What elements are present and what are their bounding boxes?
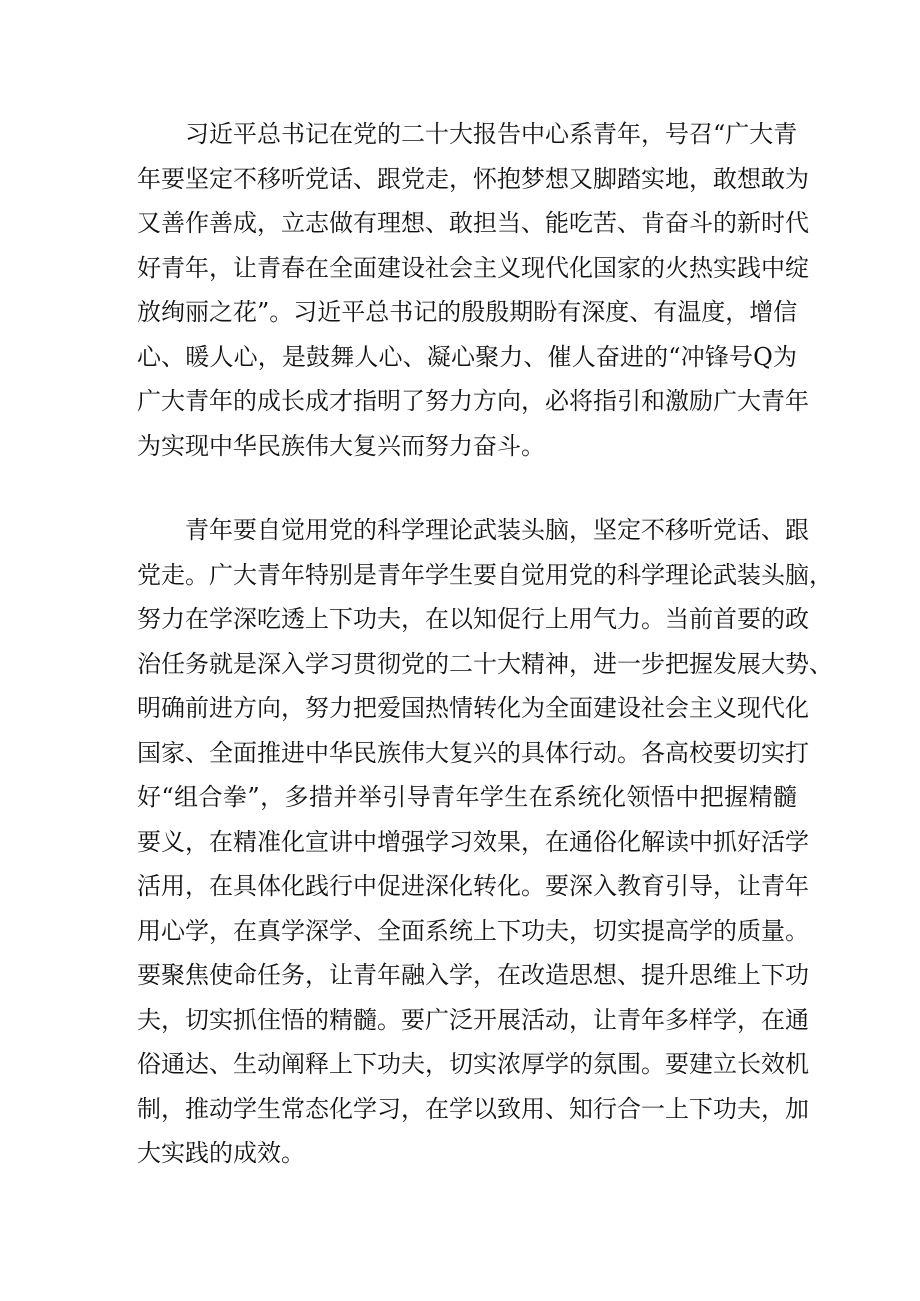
text-line: 国家、全面推进中华民族伟大复兴的具体行动。各高校要切实打 bbox=[137, 738, 809, 767]
text-line: 广大青年的成长成才指明了努力方向，必将指引和激励广大青年 bbox=[137, 387, 809, 415]
text-line: 年要坚定不移听党话、跟党走，怀抱梦想又脚踏实地，敢想敢为 bbox=[137, 164, 809, 193]
text-line: 制，推动学生常态化学习，在学以致用、知行合一上下功夫，加 bbox=[137, 1094, 809, 1123]
text-line: 明确前进方向，努力把爱国热情转化为全面建设社会主义现代化 bbox=[137, 694, 809, 722]
text-line: 俗通达、生动阐释上下功夫，切实浓厚学的氛围。要建立长效机 bbox=[137, 1050, 809, 1078]
paragraph-1 bbox=[137, 112, 809, 468]
text-line: 夫，切实抓住悟的精髓。要广泛开展活动，让青年多样学，在通 bbox=[137, 1005, 809, 1034]
text-line: 治任务就是深入学习贯彻党的二十大精神，进一步把握发展大势、 bbox=[137, 649, 833, 678]
text-line: 为实现中华民族伟大复兴而努力奋斗。 bbox=[137, 431, 545, 460]
text-line: 心、暖人心，是鼓舞人心、凝心聚力、催人奋进的“冲锋号Q为 bbox=[137, 342, 797, 371]
text-line: 青年要自觉用党的科学理论武装头脑，坚定不移听党话、跟 bbox=[185, 516, 809, 544]
text-line: 要聚焦使命任务，让青年融入学，在改造思想、提升思维上下功 bbox=[137, 961, 809, 989]
text-line: 又善作善成，立志做有理想、敢担当、能吃苦、肯奋斗的新时代 bbox=[137, 209, 809, 237]
text-line: 努力在学深吃透上下功夫，在以知促行上用气力。当前首要的政 bbox=[137, 605, 809, 633]
text-line: 大实践的成效。 bbox=[137, 1139, 305, 1167]
text-line: 放绚丽之花”。习近平总书记的殷殷期盼有深度、有温度，增信 bbox=[137, 298, 798, 326]
paragraph-2 bbox=[137, 508, 833, 1176]
text-line: 好青年，让青春在全面建设社会主义现代化国家的火热实践中绽 bbox=[137, 253, 809, 282]
text-line: 要义，在精准化宣讲中增强学习效果，在通俗化解读中抓好活学 bbox=[137, 827, 809, 856]
text-line: 好“组合拳”，多措并举引导青年学生在系统化领悟中把握精髓 bbox=[137, 783, 797, 811]
text-line: 习近平总书记在党的二十大报告中心系青年，号召“广大青 bbox=[185, 120, 798, 148]
text-line: 党走。广大青年特别是青年学生要自觉用党的科学理论武装头脑， bbox=[137, 560, 833, 589]
text-line: 活用，在具体化践行中促进深化转化。要深入教育引导，让青年 bbox=[137, 872, 809, 900]
text-line: 用心学，在真学深学、全面系统上下功夫，切实提高学的质量。 bbox=[137, 916, 809, 945]
